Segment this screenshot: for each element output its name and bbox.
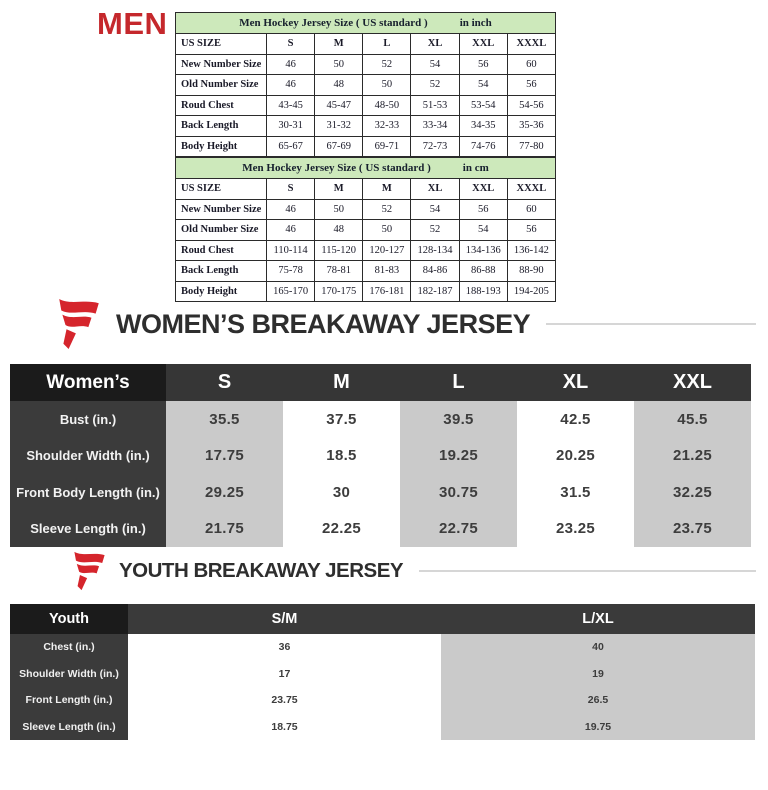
row-label: US SIZE (176, 34, 267, 55)
cell-value: 56 (459, 54, 507, 75)
cell-value: 50 (315, 199, 363, 220)
cell-value: 56 (507, 220, 555, 241)
youth-section-header (72, 551, 756, 591)
size-column-header: XXL (634, 364, 751, 401)
size-cell: XL (411, 179, 459, 200)
women-size-table (10, 364, 751, 547)
table-row (176, 220, 556, 241)
cell-value: 32.25 (634, 474, 751, 511)
cell-value: 54 (459, 75, 507, 96)
size-cell: L (363, 34, 411, 55)
size-column-header: M (283, 364, 400, 401)
cell-value: 54 (411, 54, 459, 75)
cell-value: 136-142 (507, 240, 555, 261)
cell-value: 74-76 (459, 136, 507, 157)
size-column-header: XL (517, 364, 634, 401)
table-corner-label: Women’s (10, 364, 166, 401)
row-label: US SIZE (176, 179, 267, 200)
cell-value: 40 (441, 634, 755, 661)
table-row (10, 687, 755, 714)
cell-value: 22.75 (400, 511, 517, 548)
cell-value: 50 (363, 75, 411, 96)
cell-value: 17 (128, 661, 441, 688)
row-label: New Number Size (176, 54, 267, 75)
women-section-header (56, 298, 756, 350)
men-size-table-cm (175, 157, 556, 302)
table-title: Men Hockey Jersey Size ( US standard ) (242, 162, 431, 174)
cell-value: 29.25 (166, 474, 283, 511)
table-row (176, 240, 556, 261)
table-title-cell (176, 158, 556, 179)
size-cell: XXXL (507, 34, 555, 55)
cell-value: 84-86 (411, 261, 459, 282)
cell-value: 50 (363, 220, 411, 241)
cell-value: 194-205 (507, 281, 555, 302)
table-row (10, 474, 751, 511)
cell-value: 188-193 (459, 281, 507, 302)
cell-value: 60 (507, 199, 555, 220)
size-column-header: S/M (128, 604, 441, 634)
section-divider-line (419, 570, 756, 572)
cell-value: 21.75 (166, 511, 283, 548)
cell-value: 19.75 (441, 714, 755, 741)
men-size-tables (175, 12, 556, 302)
men-section-title: MEN (97, 6, 168, 41)
table-row (176, 95, 556, 116)
cell-value: 52 (411, 75, 459, 96)
table-row (176, 136, 556, 157)
cell-value: 88-90 (507, 261, 555, 282)
table-row (10, 634, 755, 661)
row-label: Old Number Size (176, 75, 267, 96)
cell-value: 17.75 (166, 438, 283, 475)
cell-value: 48 (315, 75, 363, 96)
brand-flag-icon (56, 298, 102, 350)
size-column-header: S (166, 364, 283, 401)
cell-value: 20.25 (517, 438, 634, 475)
row-label: Back Length (176, 116, 267, 137)
cell-value: 52 (363, 54, 411, 75)
size-cell: XXL (459, 179, 507, 200)
cell-value: 37.5 (283, 401, 400, 438)
cell-value: 18.5 (283, 438, 400, 475)
brand-flag-icon (72, 551, 107, 591)
cell-value: 34-35 (459, 116, 507, 137)
cell-value: 65-67 (267, 136, 315, 157)
cell-value: 52 (411, 220, 459, 241)
cell-value: 54 (459, 220, 507, 241)
cell-value: 36 (128, 634, 441, 661)
cell-value: 45-47 (315, 95, 363, 116)
men-size-table-inch (175, 12, 556, 157)
cell-value: 22.25 (283, 511, 400, 548)
table-row (10, 511, 751, 548)
cell-value: 31.5 (517, 474, 634, 511)
table-title-cell (176, 13, 556, 34)
cell-value: 46 (267, 75, 315, 96)
row-label: Chest (in.) (10, 634, 128, 661)
row-label: Sleeve Length (in.) (10, 714, 128, 741)
table-row (176, 75, 556, 96)
cell-value: 30.75 (400, 474, 517, 511)
table-row (176, 54, 556, 75)
cell-value: 51-53 (411, 95, 459, 116)
table-row (176, 199, 556, 220)
size-column-header: L (400, 364, 517, 401)
size-cell: XXXL (507, 179, 555, 200)
cell-value: 75-78 (267, 261, 315, 282)
cell-value: 69-71 (363, 136, 411, 157)
row-label: Shoulder Width (in.) (10, 438, 166, 475)
cell-value: 33-34 (411, 116, 459, 137)
table-unit: in inch (459, 17, 492, 29)
table-row (10, 438, 751, 475)
cell-value: 50 (315, 54, 363, 75)
cell-value: 35.5 (166, 401, 283, 438)
cell-value: 43-45 (267, 95, 315, 116)
cell-value: 72-73 (411, 136, 459, 157)
cell-value: 182-187 (411, 281, 459, 302)
cell-value: 115-120 (315, 240, 363, 261)
size-cell: XL (411, 34, 459, 55)
row-label: Sleeve Length (in.) (10, 511, 166, 548)
table-row (10, 714, 755, 741)
cell-value: 21.25 (634, 438, 751, 475)
cell-value: 48 (315, 220, 363, 241)
cell-value: 35-36 (507, 116, 555, 137)
cell-value: 67-69 (315, 136, 363, 157)
size-cell: S (267, 179, 315, 200)
cell-value: 19 (441, 661, 755, 688)
cell-value: 60 (507, 54, 555, 75)
table-title-row (176, 13, 556, 34)
cell-value: 86-88 (459, 261, 507, 282)
cell-value: 170-175 (315, 281, 363, 302)
row-label: New Number Size (176, 199, 267, 220)
size-cell: XXL (459, 34, 507, 55)
cell-value: 56 (507, 75, 555, 96)
cell-value: 30-31 (267, 116, 315, 137)
cell-value: 46 (267, 54, 315, 75)
women-section-title: WOMEN’S BREAKAWAY JERSEY (116, 308, 531, 339)
cell-value: 128-134 (411, 240, 459, 261)
cell-value: 23.75 (634, 511, 751, 548)
youth-header-row (10, 604, 755, 634)
youth-section-title: YOUTH BREAKAWAY JERSEY (119, 559, 404, 582)
cell-value: 18.75 (128, 714, 441, 741)
cell-value: 54-56 (507, 95, 555, 116)
cell-value: 56 (459, 199, 507, 220)
cell-value: 52 (363, 199, 411, 220)
table-corner-label: Youth (10, 604, 128, 634)
table-row (10, 401, 751, 438)
row-label: Old Number Size (176, 220, 267, 241)
section-divider-line (546, 323, 756, 325)
size-header-row (176, 34, 556, 55)
cell-value: 46 (267, 220, 315, 241)
table-row (176, 261, 556, 282)
size-column-header: L/XL (441, 604, 755, 634)
row-label: Front Length (in.) (10, 687, 128, 714)
women-header-row (10, 364, 751, 401)
size-header-row (176, 179, 556, 200)
cell-value: 176-181 (363, 281, 411, 302)
size-cell: M (363, 179, 411, 200)
table-row (10, 661, 755, 688)
size-cell: M (315, 34, 363, 55)
cell-value: 45.5 (634, 401, 751, 438)
row-label: Shoulder Width (in.) (10, 661, 128, 688)
cell-value: 77-80 (507, 136, 555, 157)
row-label: Roud Chest (176, 95, 267, 116)
cell-value: 48-50 (363, 95, 411, 116)
cell-value: 53-54 (459, 95, 507, 116)
cell-value: 30 (283, 474, 400, 511)
row-label: Bust (in.) (10, 401, 166, 438)
cell-value: 54 (411, 199, 459, 220)
youth-size-table (10, 604, 755, 740)
table-row (176, 116, 556, 137)
size-cell: S (267, 34, 315, 55)
cell-value: 78-81 (315, 261, 363, 282)
size-cell: M (315, 179, 363, 200)
cell-value: 26.5 (441, 687, 755, 714)
row-label: Body Height (176, 281, 267, 302)
cell-value: 165-170 (267, 281, 315, 302)
row-label: Front Body Length (in.) (10, 474, 166, 511)
cell-value: 31-32 (315, 116, 363, 137)
cell-value: 81-83 (363, 261, 411, 282)
cell-value: 42.5 (517, 401, 634, 438)
row-label: Body Height (176, 136, 267, 157)
table-unit: in cm (462, 162, 489, 174)
cell-value: 19.25 (400, 438, 517, 475)
cell-value: 134-136 (459, 240, 507, 261)
cell-value: 23.25 (517, 511, 634, 548)
cell-value: 39.5 (400, 401, 517, 438)
row-label: Roud Chest (176, 240, 267, 261)
cell-value: 110-114 (267, 240, 315, 261)
table-title-row (176, 158, 556, 179)
cell-value: 120-127 (363, 240, 411, 261)
cell-value: 23.75 (128, 687, 441, 714)
table-title: Men Hockey Jersey Size ( US standard ) (239, 17, 428, 29)
cell-value: 32-33 (363, 116, 411, 137)
cell-value: 46 (267, 199, 315, 220)
row-label: Back Length (176, 261, 267, 282)
